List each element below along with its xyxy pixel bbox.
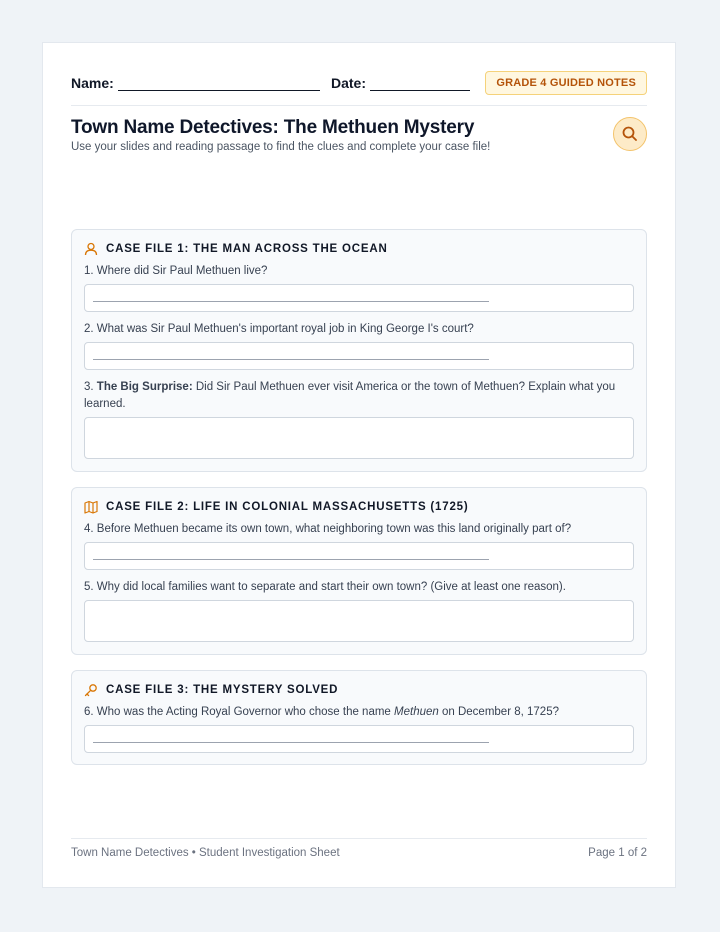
answer-box-3[interactable]: [84, 417, 634, 459]
question-5: 5. Why did local families want to separate and start their own town? (Give at least one reason).: [84, 581, 566, 593]
name-field[interactable]: [71, 75, 320, 91]
question-6-text-a: 6. Who was the Acting Royal Governor who chose the name: [84, 706, 395, 718]
case-file-2-title: CASE FILE 2: LIFE IN COLONIAL MASSACHUSETTS (1725): [106, 501, 469, 513]
answer-line-4: [93, 559, 489, 560]
date-field[interactable]: [331, 75, 470, 91]
page-title: Town Name Detectives: The Methuen Mystery: [71, 117, 475, 138]
case-file-2: [71, 487, 647, 655]
search-icon: [613, 117, 647, 151]
question-1: 1. Where did Sir Paul Methuen live?: [84, 265, 268, 277]
user-icon: [84, 241, 100, 257]
worksheet-page: [42, 42, 676, 888]
question-6-italic: Methuen: [394, 706, 439, 718]
grade-badge: GRADE 4 GUIDED NOTES: [485, 71, 647, 95]
question-3-text: Did Sir Paul Methuen ever visit America or the town of Methuen? Explain what you learned.: [84, 381, 616, 410]
answer-line-6: [93, 742, 489, 743]
page-subtitle: Use your slides and reading passage to find the clues and complete your case file!: [71, 141, 491, 153]
answer-line-1: [93, 301, 489, 302]
date-line[interactable]: [370, 76, 470, 91]
question-2: 2. What was Sir Paul Methuen's important royal job in King George I's court?: [84, 323, 474, 335]
footer: [71, 838, 647, 865]
question-4: 4. Before Methuen became its own town, what neighboring town was this land originally part of?: [84, 523, 572, 535]
case-file-1-header: [84, 241, 388, 257]
key-icon: [84, 682, 100, 698]
question-3-emphasis: The Big Surprise:: [96, 381, 193, 393]
question-3: [84, 379, 634, 413]
map-icon: [84, 499, 100, 515]
answer-box-4[interactable]: [84, 542, 634, 570]
question-6-text-b: on December 8, 1725?: [438, 706, 559, 718]
case-file-1: [71, 229, 647, 472]
answer-line-2: [93, 359, 489, 360]
header-row: [71, 71, 647, 106]
name-line[interactable]: [118, 76, 320, 91]
case-file-2-header: [84, 499, 468, 515]
answer-box-2[interactable]: [84, 342, 634, 370]
name-label: Name:: [71, 75, 114, 91]
case-file-3-title: CASE FILE 3: THE MYSTERY SOLVED: [106, 684, 339, 696]
date-label: Date:: [331, 75, 367, 91]
case-file-1-title: CASE FILE 1: THE MAN ACROSS THE OCEAN: [106, 243, 388, 255]
page-number: Page 1 of 2: [588, 847, 647, 859]
question-3-number: 3.: [84, 381, 97, 393]
footer-title: Town Name Detectives • Student Investigation Sheet: [71, 847, 340, 859]
answer-box-5[interactable]: [84, 600, 634, 642]
case-file-3: [71, 670, 647, 765]
answer-box-1[interactable]: [84, 284, 634, 312]
question-6: [84, 704, 634, 721]
case-file-3-header: [84, 682, 338, 698]
answer-box-6[interactable]: [84, 725, 634, 753]
